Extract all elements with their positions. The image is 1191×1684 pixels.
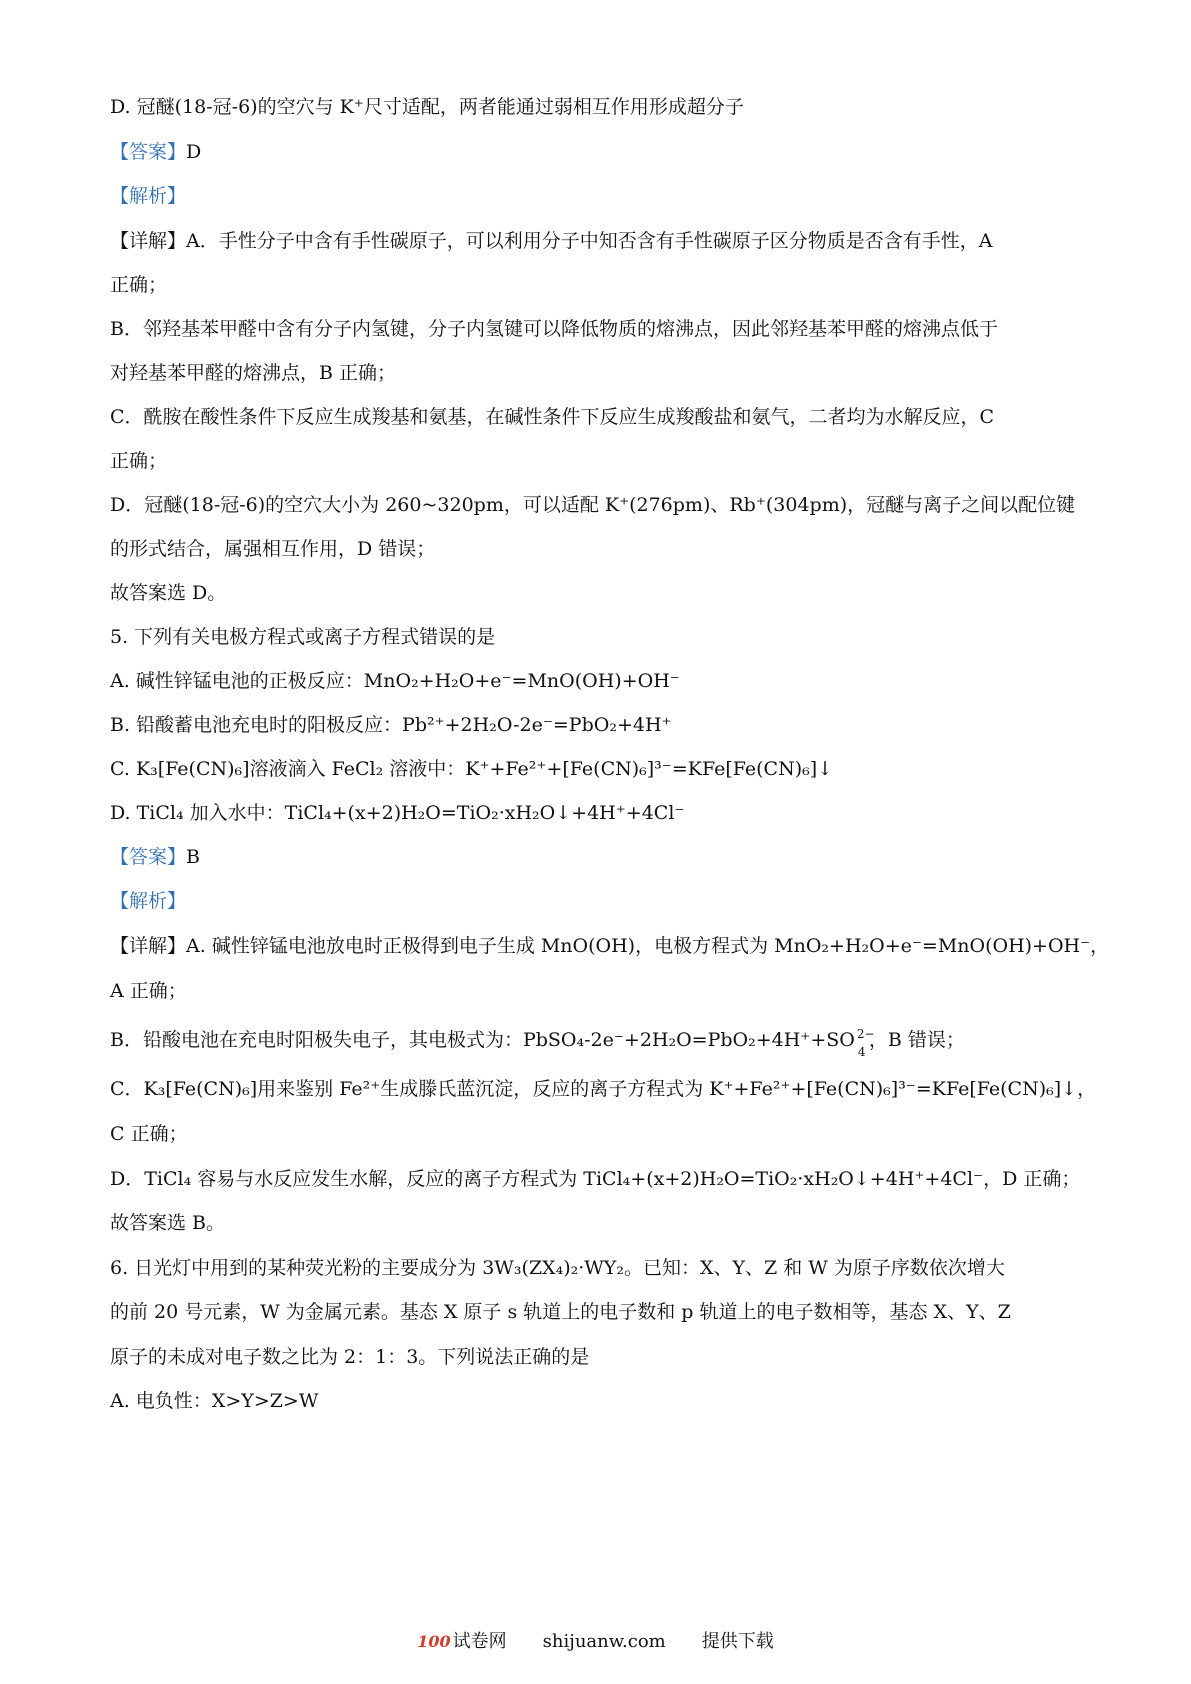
q5-conclusion: 故答案选 B。 bbox=[110, 1212, 226, 1234]
answer-tag: 【答案】 bbox=[110, 141, 187, 163]
detail-tag: 【详解】 bbox=[110, 935, 187, 957]
q5-detail-c: C．K₃[Fe(CN)₆]用来鉴别 Fe²⁺生成滕氏蓝沉淀，反应的离子方程式为 K⁺+Fe²⁺+[Fe(CN)₆]³⁻=KFe[Fe(CN)₆]↓， bbox=[110, 1078, 1097, 1100]
q4-detail-a bbox=[110, 227, 1091, 255]
q5-detail-a-cont: A 正确； bbox=[110, 980, 187, 1002]
q5-stem: 5. 下列有关电极方程式或离子方程式错误的是 bbox=[110, 626, 496, 648]
site-domain[interactable]: shijuanw.com bbox=[542, 1631, 666, 1652]
site-name: 试卷网 bbox=[452, 1631, 507, 1652]
detail-tag: 【详解】 bbox=[110, 230, 187, 252]
detail-b-text: B．铅酸电池在充电时阳极失电子，其电极式为：PbSO₄-2e⁻+2H₂O=PbO₂+4H⁺+SO bbox=[110, 1029, 855, 1051]
answer-value: D bbox=[186, 141, 202, 163]
q5-answer bbox=[110, 843, 1091, 871]
q4-conclusion: 故答案选 D。 bbox=[110, 582, 227, 604]
q6-option-a: A. 电负性：X>Y>Z>W bbox=[110, 1390, 319, 1412]
answer-tag: 【答案】 bbox=[110, 846, 187, 868]
q4-option-d: D. 冠醚(18-冠-6)的空穴与 K⁺尺寸适配，两者能通过弱相互作用形成超分子 bbox=[110, 96, 744, 118]
count-subscript: 4 bbox=[857, 1045, 866, 1059]
q5-detail-b bbox=[110, 1026, 1091, 1059]
analysis-tag: 【解析】 bbox=[110, 185, 187, 207]
answer-value: B bbox=[186, 846, 200, 868]
q5-analysis-tag bbox=[110, 887, 1091, 915]
q4-detail-d: D．冠醚(18-冠-6)的空穴大小为 260~320pm，可以适配 K⁺(276pm)、Rb⁺(304pm)，冠醚与离子之间以配位键 bbox=[110, 494, 1076, 516]
q5-option-b: B. 铅酸蓄电池充电时的阳极反应：Pb²⁺+2H₂O-2e⁻=PbO₂+4H⁺ bbox=[110, 714, 672, 736]
q6-stem-3: 原子的未成对电子数之比为 2：1：3。下列说法正确的是 bbox=[110, 1346, 590, 1368]
q4-detail-c: C．酰胺在酸性条件下反应生成羧基和氨基，在碱性条件下反应生成羧酸盐和氨气，二者均为水解反应，C bbox=[110, 406, 995, 428]
q5-option-c: C. K₃[Fe(CN)₆]溶液滴入 FeCl₂ 溶液中：K⁺+Fe²⁺+[Fe(CN)₆]³⁻=KFe[Fe(CN)₆]↓ bbox=[110, 758, 834, 780]
q5-option-d: D. TiCl₄ 加入水中：TiCl₄+(x+2)H₂O=TiO₂·xH₂O↓+4H⁺+4Cl⁻ bbox=[110, 802, 685, 824]
q4-answer bbox=[110, 138, 1091, 166]
q4-detail-b-cont: 对羟基苯甲醛的熔沸点，B 正确； bbox=[110, 362, 397, 384]
page-footer bbox=[0, 1630, 1191, 1654]
detail-b-tail: ，B 错误； bbox=[868, 1029, 965, 1051]
detail-text: A. 碱性锌锰电池放电时正极得到电子生成 MnO(OH)，电极方程式为 MnO₂+H₂O+e⁻=MnO(OH)+OH⁻， bbox=[186, 935, 1110, 957]
q6-stem-2: 的前 20 号元素，W 为金属元素。基态 X 原子 s 轨道上的电子数和 p 轨道上的电子数相等，基态 X、Y、Z bbox=[110, 1301, 1011, 1323]
q4-detail-a-cont: 正确； bbox=[110, 274, 168, 296]
q5-detail-c-cont: C 正确； bbox=[110, 1123, 188, 1145]
q5-detail-d: D．TiCl₄ 容易与水反应发生水解，反应的离子方程式为 TiCl₄+(x+2)H₂O=TiO₂·xH₂O↓+4H⁺+4Cl⁻，D 正确； bbox=[110, 1168, 1081, 1190]
q4-detail-d-cont: 的形式结合，属强相互作用，D 错误； bbox=[110, 538, 436, 560]
q4-analysis-tag bbox=[110, 182, 1091, 210]
site-logo: 100 bbox=[417, 1632, 451, 1651]
charge-superscript: 2− bbox=[856, 1027, 875, 1041]
detail-text: A．手性分子中含有手性碳原子，可以利用分子中知否含有手性碳原子区分物质是否含有手性，A bbox=[186, 230, 993, 252]
q5-option-a: A. 碱性锌锰电池的正极反应：MnO₂+H₂O+e⁻=MnO(OH)+OH⁻ bbox=[110, 670, 680, 692]
q6-stem-1: 6. 日光灯中用到的某种荧光粉的主要成分为 3W₃(ZX₄)₂·WY₂。已知：X、Y、Z 和 W 为原子序数依次增大 bbox=[110, 1257, 1005, 1279]
q4-detail-c-cont: 正确； bbox=[110, 450, 168, 472]
q5-detail-a bbox=[110, 932, 1110, 960]
analysis-tag: 【解析】 bbox=[110, 890, 187, 912]
download-label: 提供下载 bbox=[701, 1631, 774, 1652]
sulfate-charge-stack bbox=[855, 1027, 875, 1059]
q4-detail-b: B．邻羟基苯甲醛中含有分子内氢键，分子内氢键可以降低物质的熔沸点，因此邻羟基苯甲醛的熔沸点低于 bbox=[110, 318, 998, 340]
